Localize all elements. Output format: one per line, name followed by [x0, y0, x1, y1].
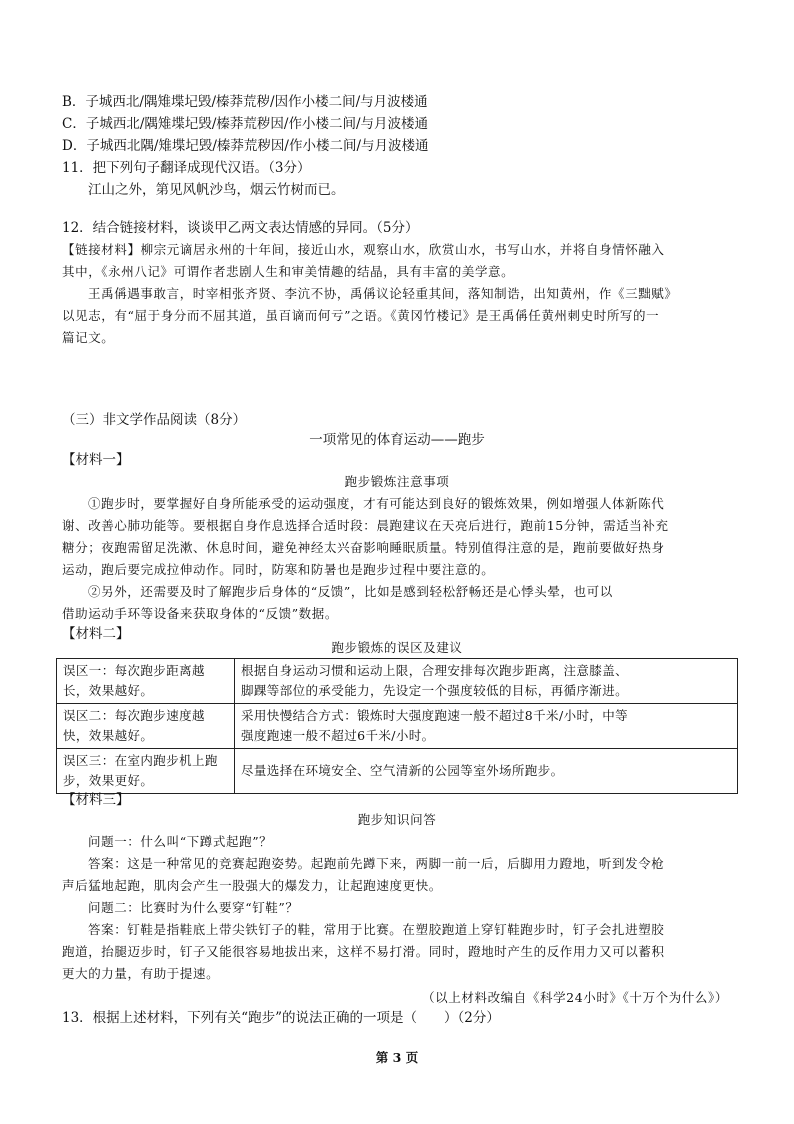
- cell-text: 强度跑速一般不超过6千米/小时。: [241, 728, 435, 743]
- material-one-line: 糖分；夜跑需留足洗漱、休息时间，避免神经太兴奋影响睡眠质量。特别值得注意的是，跑前要做好热身: [62, 540, 665, 555]
- material-one-line: 运动，跑后要完成拉伸动作。同时，防寒和防暑也是跑步过程中要注意的。: [62, 562, 495, 577]
- section-heading: （三）非文学作品阅读（8分）: [62, 412, 247, 428]
- source-note: （以上材料改编自《科学24小时》《十万个为什么》）: [422, 990, 728, 1005]
- material-one-line: 谢、改善心肺功能等。要根据自身作息选择合适时段：晨跑建议在天亮后进行，跑前15分钟，需适当补充: [62, 518, 669, 533]
- cell-text: 采用快慢结合方式：锻炼时大强度跑速一般不超过8千米/小时，中等: [241, 708, 629, 723]
- cell-text: 脚踝等部位的承受能力，先设定一个强度较低的目标，再循序渐进。: [241, 683, 629, 698]
- q12-title: 12．结合链接材料，谈谈甲乙两文表达情感的异同。（5分）: [62, 220, 419, 236]
- qa-line: 答案：钉鞋是指鞋底上带尖铁钉子的鞋，常用于比赛。在塑胶跑道上穿钉鞋跑步时，钉子会扎进塑胶: [88, 922, 665, 937]
- cell-text: 长，效果越好。: [63, 683, 154, 698]
- q12-link-line: 王禹偁遇事敢言，时宰相张齐贤、李沆不协，禹偁议论轻重其间，落知制诰，出知黄州，作《三黜赋》: [88, 286, 678, 301]
- cell-text: 误区三：在室内跑步机上跑: [63, 753, 218, 768]
- material-two-label: 【材料二】: [62, 626, 130, 642]
- q11-title: 11．把下列句子翻译成现代汉语。（3分）: [62, 160, 311, 176]
- misconception-cell: [57, 749, 235, 794]
- qa-line: 跑道，抬腿迈步时，钉子又能很容易地拔出来，这样不易打滑。同时，蹬地时产生的反作用力又可以蓄积: [62, 944, 665, 959]
- q10-option-b: B．子城西北/隅雉堞圮毁/榛莽荒秽/因作小楼二间/与月波楼通: [62, 94, 428, 110]
- qa-line: 声后猛地起跑，肌肉会产生一股强大的爆发力，让起跑速度更快。: [62, 878, 442, 893]
- q13-title: 13．根据上述材料，下列有关“跑步”的说法正确的一项是（ ）（2分）: [62, 1010, 500, 1026]
- material-one-line: ②另外，还需要及时了解跑步后身体的“反馈”，比如是感到轻松舒畅还是心悸头晕，也可以: [88, 584, 613, 599]
- cell-text: 误区二：每次跑步速度越: [63, 708, 205, 723]
- q12-link-line: 以见志，有“屈于身分而不屈其道，虽百谪而何亏”之语。《黄冈竹楼记》是王禹偁任黄州刺史时所写的一: [62, 308, 660, 323]
- q12-link-line: 【链接材料】柳宗元谪居永州的十年间，接近山水，观察山水，欣赏山水，书写山水，并将自身情怀融入: [62, 242, 665, 257]
- q11-sentence: 江山之外，第见风帆沙鸟，烟云竹树而已。: [88, 182, 345, 198]
- cell-text: 尽量选择在环境安全、空气清新的公园等室外场所跑步。: [241, 763, 564, 778]
- q10-option-d: D．子城西北隅/雉堞圮毁/榛莽荒秽因/作小楼二间/与月波楼通: [62, 138, 429, 154]
- qa-line: 问题二：比赛时为什么要穿“钉鞋”？: [88, 900, 299, 915]
- table-row: [57, 659, 738, 704]
- advice-cell: [235, 704, 738, 749]
- qa-line: 更大的力量，有助于提速。: [62, 966, 220, 981]
- cell-text: 误区一：每次跑步距离越: [63, 663, 205, 678]
- cell-text: 快，效果越好。: [63, 728, 154, 743]
- material-three-label: 【材料三】: [62, 792, 130, 808]
- q12-link-line: 篇记文。: [62, 330, 115, 345]
- misconception-cell: [57, 659, 235, 704]
- cell-text: 步，效果更好。: [63, 773, 154, 788]
- misconception-table: [56, 658, 738, 794]
- qa-line: 问题一：什么叫“下蹲式起跑”？: [88, 834, 273, 849]
- page-number: 第 3 页: [375, 1050, 419, 1065]
- q12-link-line: 其中，《永州八记》可谓作者悲剧人生和审美情趣的结晶，具有丰富的美学意。: [62, 264, 515, 279]
- material-three-title: 跑步知识问答: [357, 812, 437, 827]
- material-one-label: 【材料一】: [62, 452, 130, 468]
- q10-option-c: C．子城西北/隅雉堞圮毁/榛莽荒秽因/作小楼二间/与月波楼通: [62, 116, 429, 132]
- material-two-title: 跑步锻炼的误区及建议: [331, 640, 463, 655]
- material-one-line: ①跑步时，要掌握好自身所能承受的运动强度，才有可能达到良好的锻炼效果，例如增强人体新陈代: [88, 496, 665, 511]
- table-row: [57, 704, 738, 749]
- material-one-line: 借助运动手环等设备来获取身体的“反馈”数据。: [62, 606, 338, 621]
- advice-cell: [235, 659, 738, 704]
- article-title: 一项常见的体育运动——跑步: [309, 432, 485, 448]
- table-row: [57, 749, 738, 794]
- advice-cell: [235, 749, 738, 794]
- qa-line: 答案：这是一种常见的竞赛起跑姿势。起跑前先蹲下来，两脚一前一后，后脚用力蹬地，听到发令枪: [88, 856, 665, 871]
- material-one-title: 跑步锻炼注意事项: [344, 474, 450, 489]
- misconception-cell: [57, 704, 235, 749]
- cell-text: 根据自身运动习惯和运动上限，合理安排每次跑步距离，注意膝盖、: [241, 663, 629, 678]
